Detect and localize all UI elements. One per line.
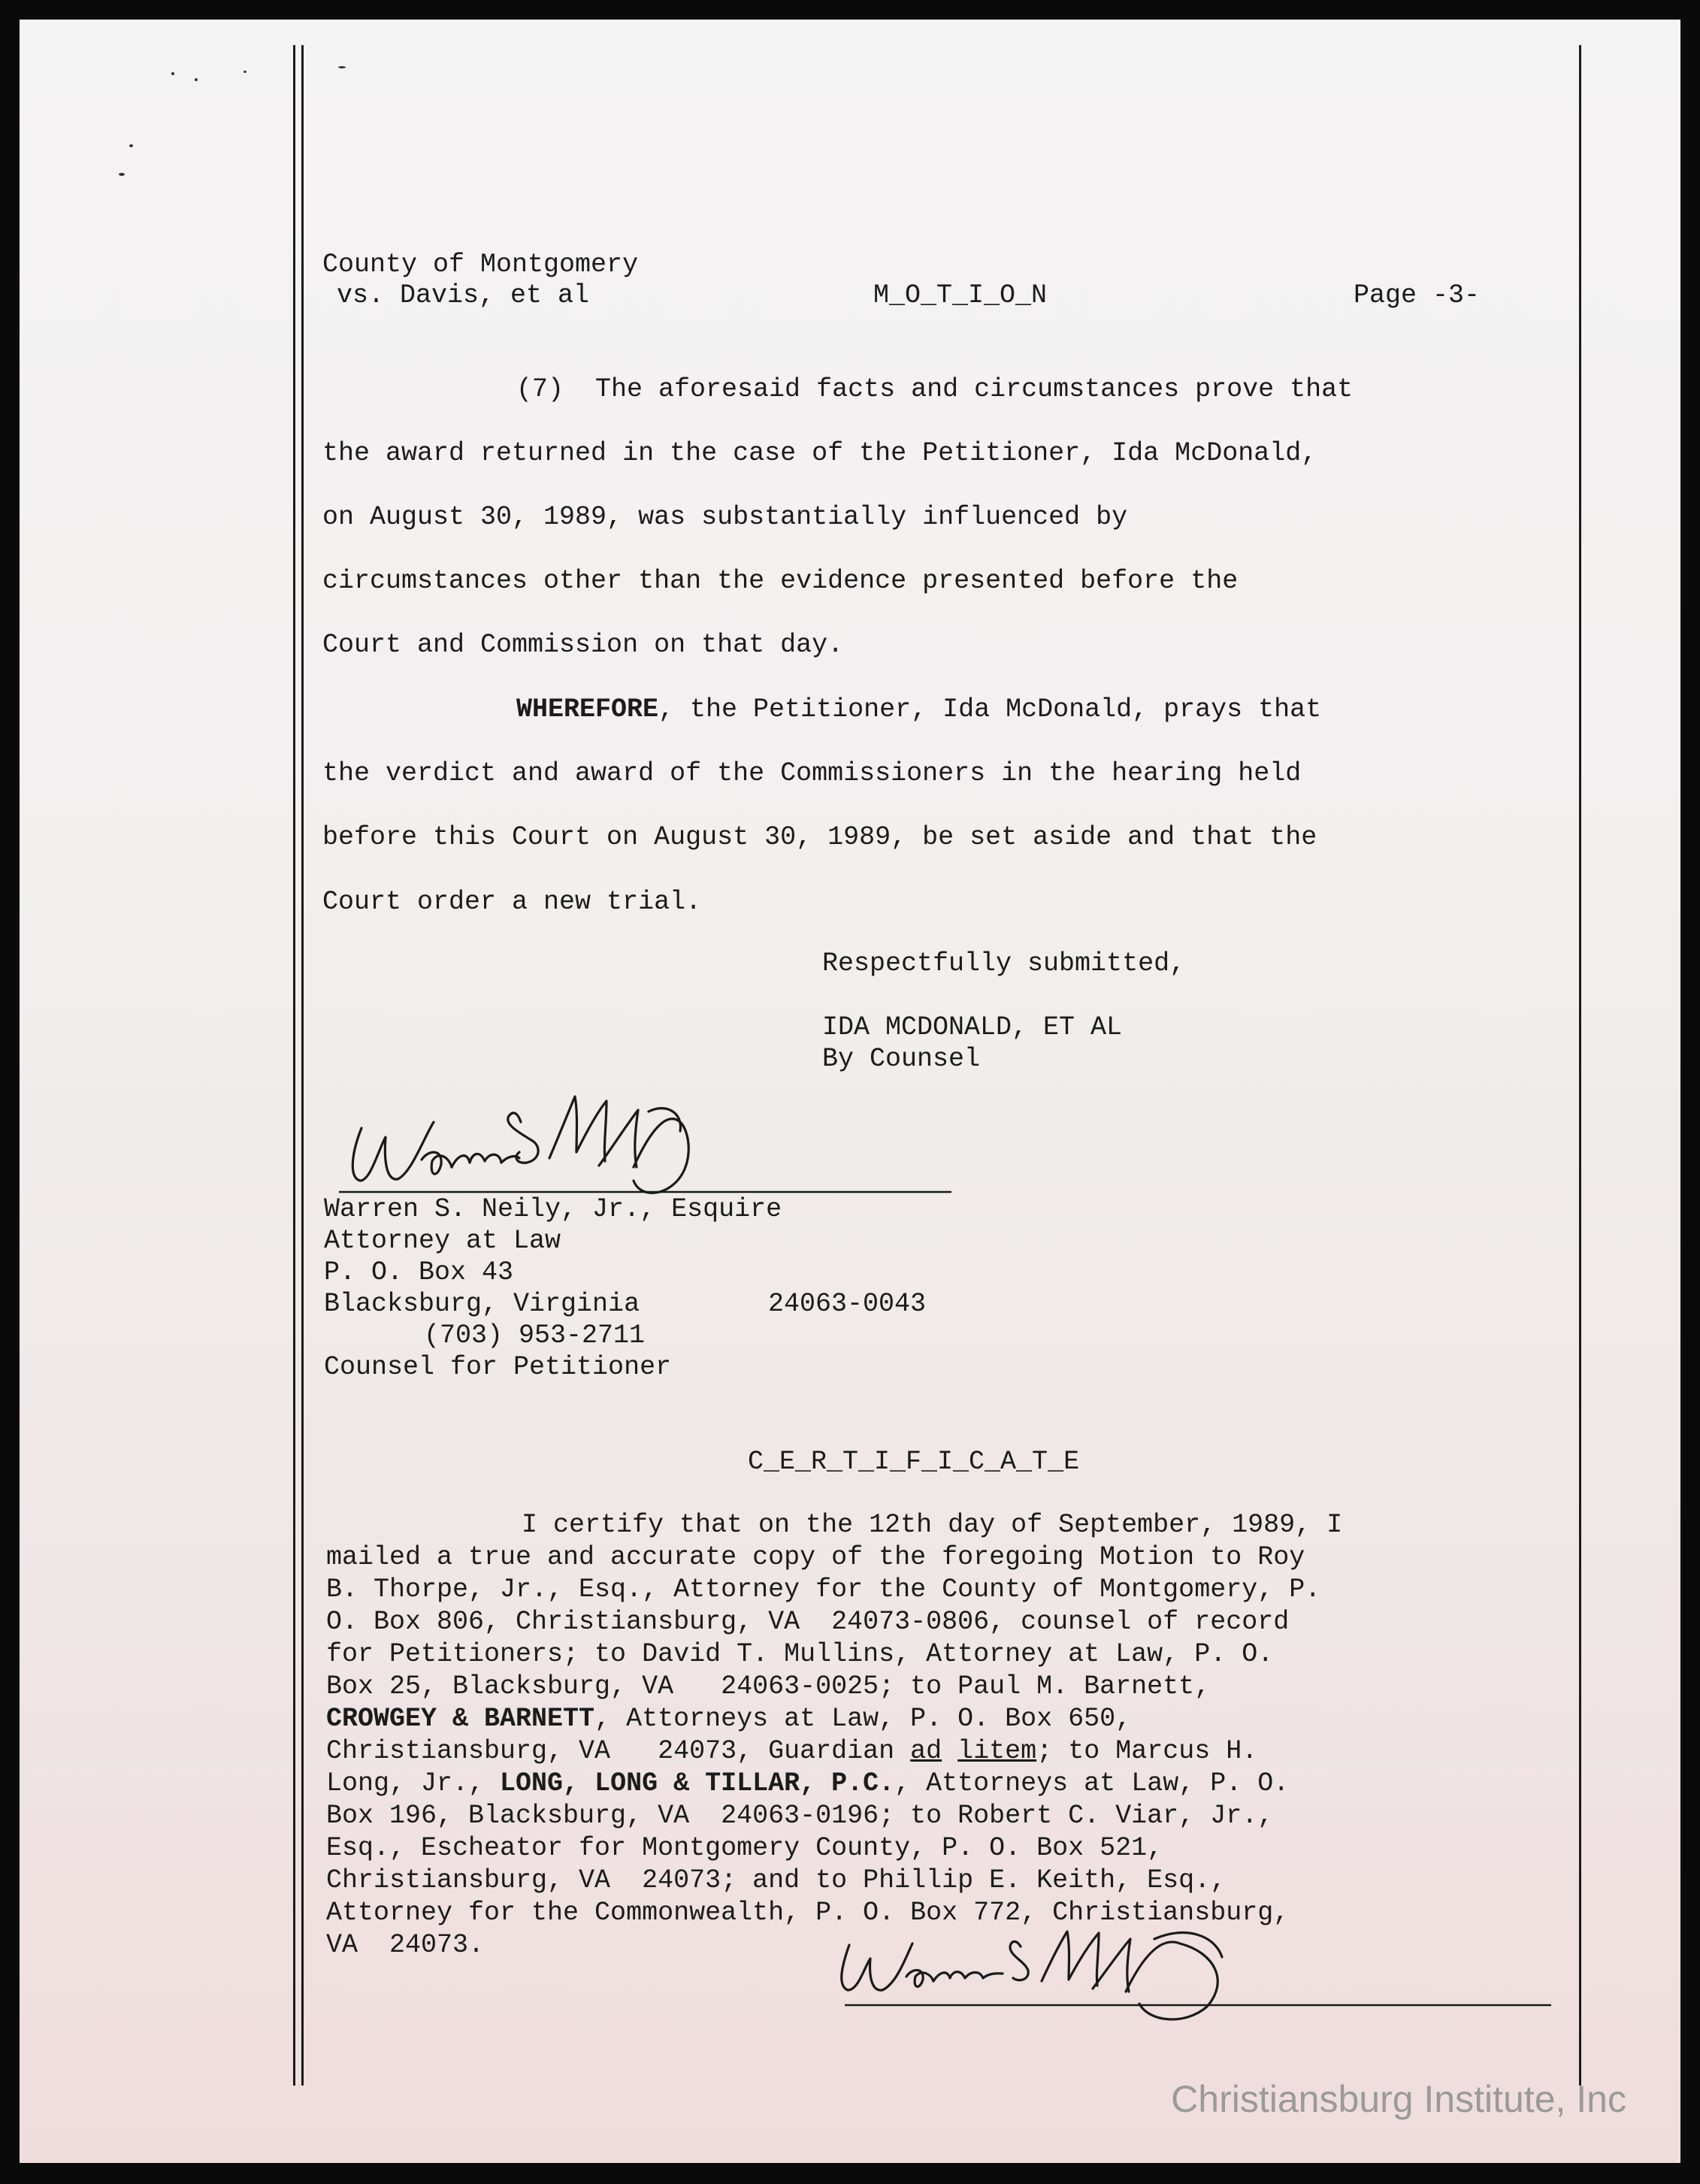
counsel-box: P. O. Box 43 <box>324 1257 514 1287</box>
right-margin-rule <box>1579 45 1581 2086</box>
archive-watermark: Christiansburg Institute, Inc <box>1171 2078 1626 2120</box>
certificate-text: , Attorneys at Law, P. O. <box>894 1768 1290 1798</box>
left-margin-rule-inner <box>301 45 304 2086</box>
counsel-title: Attorney at Law <box>324 1226 561 1256</box>
latin-term: litem <box>957 1736 1037 1766</box>
certificate-line <box>326 1735 1257 1767</box>
wherefore-line: the verdict and award of the Commissioners in the hearing held <box>322 758 1302 788</box>
certificate-line: for Petitioners; to David T. Mullins, Attorney at Law, P. O. <box>326 1639 1274 1669</box>
certificate-heading: C_E_R_T_I_F_I_C_A_T_E <box>748 1447 1080 1477</box>
certificate-line: Box 196, Blacksburg, VA 24063-0196; to Robert C. Viar, Jr., <box>326 1801 1274 1831</box>
certificate-line: VA 24073. <box>326 1930 485 1960</box>
wherefore-text: , the Petitioner, Ida McDonald, prays that <box>658 694 1322 724</box>
speck <box>195 78 198 81</box>
counsel-city: Blacksburg, Virginia <box>324 1289 640 1319</box>
speck <box>129 144 133 147</box>
certificate-line: Attorney for the Commonwealth, P. O. Box 772, Christiansburg, <box>326 1898 1290 1928</box>
certificate-line: I certify that on the 12th day of September, 1989, I <box>522 1510 1343 1540</box>
certificate-text: ; to Marcus H. <box>1036 1736 1258 1766</box>
certificate-line <box>326 1768 1289 1799</box>
certificate-line: B. Thorpe, Jr., Esq., Attorney for the County of Montgomery, P. <box>326 1574 1321 1605</box>
para7-line: on August 30, 1989, was substantially influenced by <box>322 502 1128 532</box>
para7-line: the award returned in the case of the Petitioner, Ida McDonald, <box>322 438 1317 468</box>
document-title: M_O_T_I_O_N <box>873 280 1048 310</box>
certificate-text: , Attorneys at Law, P. O. Box 650, <box>594 1704 1132 1734</box>
certificate-signature <box>824 1898 1560 2034</box>
para7-line: circumstances other than the evidence presented before the <box>322 566 1239 596</box>
case-caption-line2: vs. Davis, et al <box>337 280 590 310</box>
latin-term: ad <box>910 1736 942 1766</box>
by-counsel: By Counsel <box>822 1044 981 1074</box>
wherefore-line: Court order a new trial. <box>322 887 702 917</box>
case-caption-line1: County of Montgomery <box>322 250 639 280</box>
speck <box>171 72 174 75</box>
firm-name: LONG, LONG & TILLAR, P.C. <box>500 1768 895 1798</box>
counsel-phone: (703) 953-2711 <box>424 1320 646 1351</box>
certificate-line <box>326 1703 1131 1735</box>
wherefore-line: before this Court on August 30, 1989, be set aside and that the <box>322 822 1317 852</box>
wherefore-line <box>516 694 1321 725</box>
respectfully-submitted: Respectfully submitted, <box>822 948 1186 979</box>
page-number: Page -3- <box>1354 280 1481 310</box>
para7-line: Court and Commission on that day. <box>322 630 844 660</box>
counsel-name: Warren S. Neily, Jr., Esquire <box>324 1194 782 1224</box>
speck <box>338 66 346 68</box>
para7-line: (7) The aforesaid facts and circumstances prove that <box>516 374 1354 404</box>
certificate-line: Box 25, Blacksburg, VA 24063-0025; to Paul M. Barnett, <box>326 1671 1211 1702</box>
left-margin-rule-outer <box>293 45 295 2086</box>
counsel-role: Counsel for Petitioner <box>324 1352 672 1382</box>
firm-name: CROWGEY & BARNETT <box>326 1704 595 1734</box>
speck <box>244 71 247 73</box>
document-page <box>20 20 1680 2163</box>
speck <box>119 173 125 176</box>
party-name: IDA MCDONALD, ET AL <box>822 1012 1123 1042</box>
certificate-line: Christiansburg, VA 24073; and to Phillip E. Keith, Esq., <box>326 1865 1227 1895</box>
certificate-text: Long, Jr., <box>326 1768 501 1798</box>
certificate-text: Christiansburg, VA 24073, Guardian <box>326 1736 911 1766</box>
certificate-line: O. Box 806, Christiansburg, VA 24073-0806, counsel of record <box>326 1607 1290 1637</box>
wherefore-keyword: WHEREFORE <box>516 694 659 724</box>
counsel-zip: 24063-0043 <box>768 1289 927 1319</box>
certificate-line: Esq., Escheator for Montgomery County, P. O. Box 521, <box>326 1833 1163 1863</box>
certificate-line: mailed a true and accurate copy of the foregoing Motion to Roy <box>326 1542 1305 1572</box>
